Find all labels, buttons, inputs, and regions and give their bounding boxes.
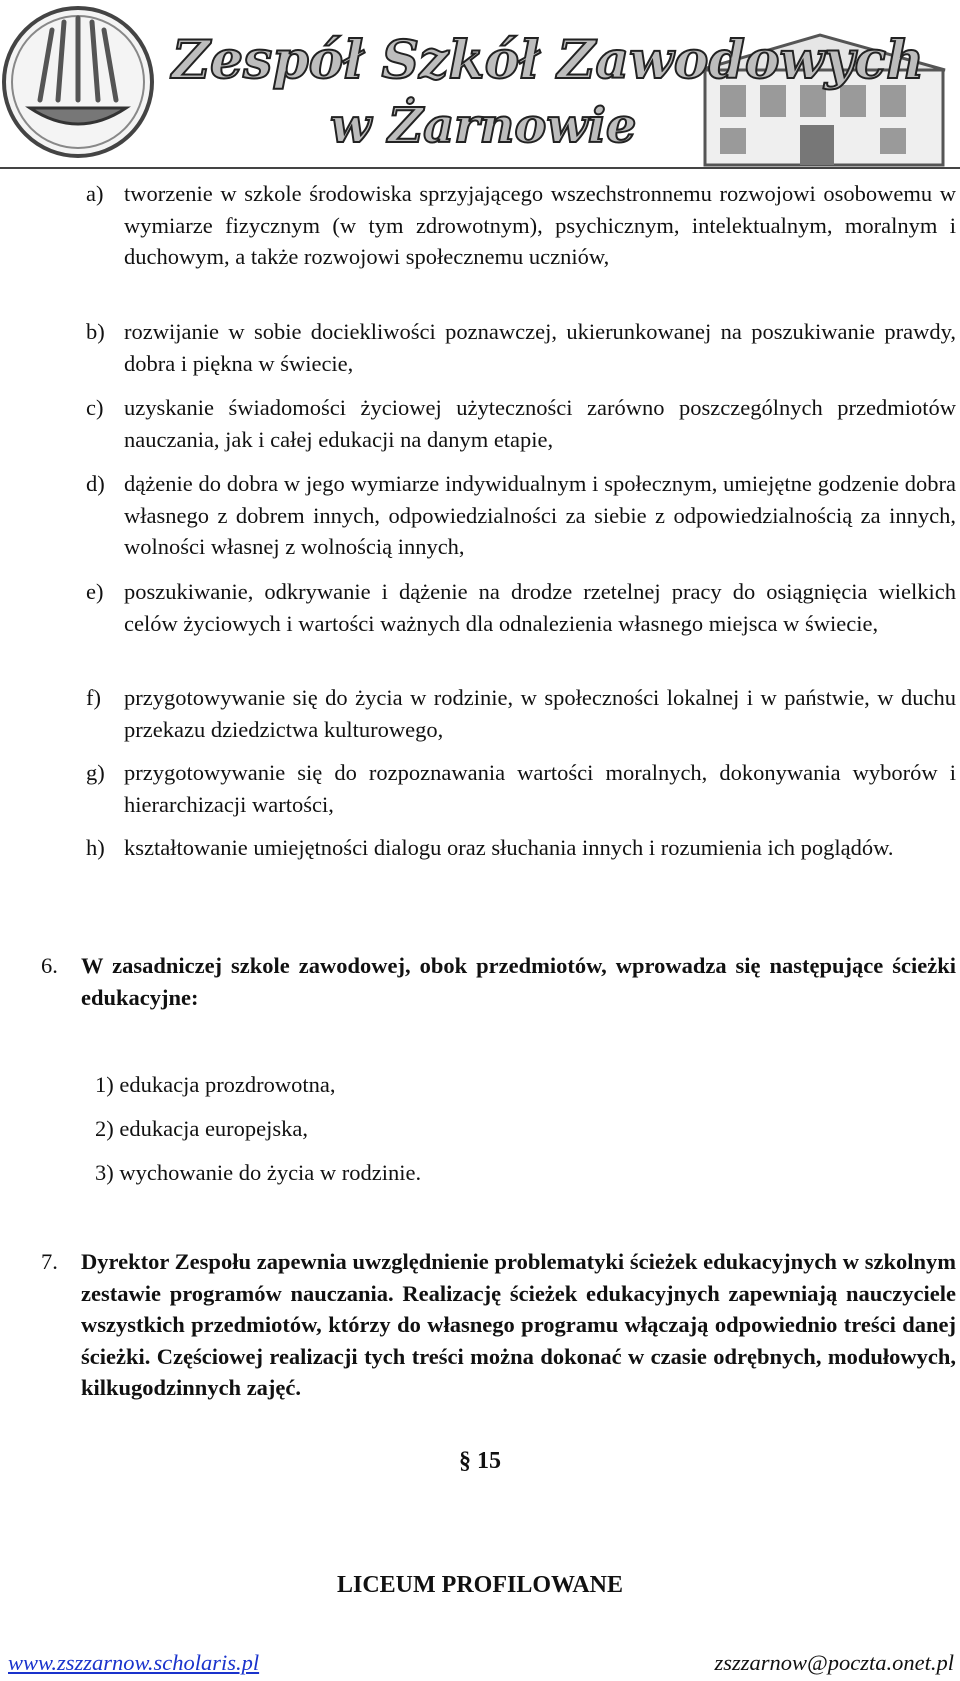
school-emblem-icon xyxy=(4,8,152,156)
education-path-item: 3) wychowanie do życia w rodzinie. xyxy=(95,1160,422,1185)
list-item xyxy=(86,832,956,864)
school-logo-banner xyxy=(0,0,960,170)
list-item xyxy=(86,682,956,745)
list-item xyxy=(86,468,956,563)
section-heading: LICEUM PROFILOWANE xyxy=(336,1572,624,1598)
list-item xyxy=(86,576,956,639)
list-marker: f) xyxy=(86,685,101,710)
list-item-text: tworzenie w szkole środowiska sprzyjającego wszechstronnemu rozwojowi osobowemu w wymiarze fizycznym (w tym zdrowotnym), psychicznym, intelektualnym, moralnym i duchowym, a także rozwojowi społecznemu uczniów, xyxy=(124,181,956,269)
section-number: 7. xyxy=(41,1249,58,1274)
paragraph-mark: § 15 xyxy=(459,1448,501,1474)
school-name-line1: Zespół Szkół Zawodowych xyxy=(172,30,924,91)
list-item xyxy=(86,392,956,455)
website-link[interactable]: www.zszzarnow.scholaris.pl xyxy=(8,1650,260,1675)
list-marker: h) xyxy=(86,835,105,860)
page-footer xyxy=(0,1650,960,1681)
section-7 xyxy=(41,1246,956,1404)
section-6-text: W zasadniczej szkole zawodowej, obok przedmiotów, wprowadza się następujące ścieżki edukacyjne: xyxy=(81,953,956,1010)
education-path-item: 2) edukacja europejska, xyxy=(95,1116,309,1141)
section-number: 6. xyxy=(41,953,58,978)
education-path-item: 1) edukacja prozdrowotna, xyxy=(95,1072,336,1097)
list-item-text: rozwijanie w sobie dociekliwości poznawczej, ukierunkowanej na poszukiwanie prawdy, dobra i piękna w świecie, xyxy=(124,319,956,376)
header-banner xyxy=(0,0,960,170)
list-item xyxy=(86,757,956,820)
school-name-line2: w Żarnowie xyxy=(330,98,637,154)
list-marker: a) xyxy=(86,181,104,206)
section-6 xyxy=(41,950,956,1013)
list-item-text: poszukiwanie, odkrywanie i dążenie na drodze rzetelnej pracy do osiągnięcia wielkich celów życiowych i wartości ważnych dla odnalezienia własnego miejsca w świecie, xyxy=(124,579,956,636)
list-marker: d) xyxy=(86,471,105,496)
list-marker: b) xyxy=(86,319,105,344)
list-item-text: przygotowywanie się do rozpoznawania wartości moralnych, dokonywania wyborów i hierarchizacji wartości, xyxy=(124,760,956,817)
list-item xyxy=(86,316,956,379)
list-marker: e) xyxy=(86,579,104,604)
list-item-text: przygotowywanie się do życia w rodzinie, w społeczności lokalnej i w państwie, w duchu przekazu dziedzictwa kulturowego, xyxy=(124,685,956,742)
list-marker: g) xyxy=(86,760,105,785)
list-item xyxy=(86,178,956,273)
list-item-text: dążenie do dobra w jego wymiarze indywidualnym i społecznym, umiejętne godzenie dobra własnego z dobrem innych, odpowiedzialności za siebie z odpowiedzialnością za innych, wolności własnej z wolnością innych, xyxy=(124,471,956,559)
list-marker: c) xyxy=(86,395,104,420)
email-address: zszzarnow@poczta.onet.pl xyxy=(714,1650,954,1675)
list-item-text: uzyskanie świadomości życiowej użyteczności zarówno poszczególnych przedmiotów nauczania, jak i całej edukacji na danym etapie, xyxy=(124,395,956,452)
list-item-text: kształtowanie umiejętności dialogu oraz słuchania innych i rozumienia ich poglądów. xyxy=(124,835,894,860)
section-7-text: Dyrektor Zespołu zapewnia uwzględnienie problematyki ścieżek edukacyjnych w szkolnym zestawie programów nauczania. Realizację ścieżek edukacyjnych zapewniają nauczyciele wszystkich przedmiotów, którzy do własnego programu włączają odpowiednio treści danej ścieżki. Częściowej realizacji tych treści można dokonać w czasie odrębnych, modułowych, kilkugodzinnych zajęć. xyxy=(81,1249,956,1400)
